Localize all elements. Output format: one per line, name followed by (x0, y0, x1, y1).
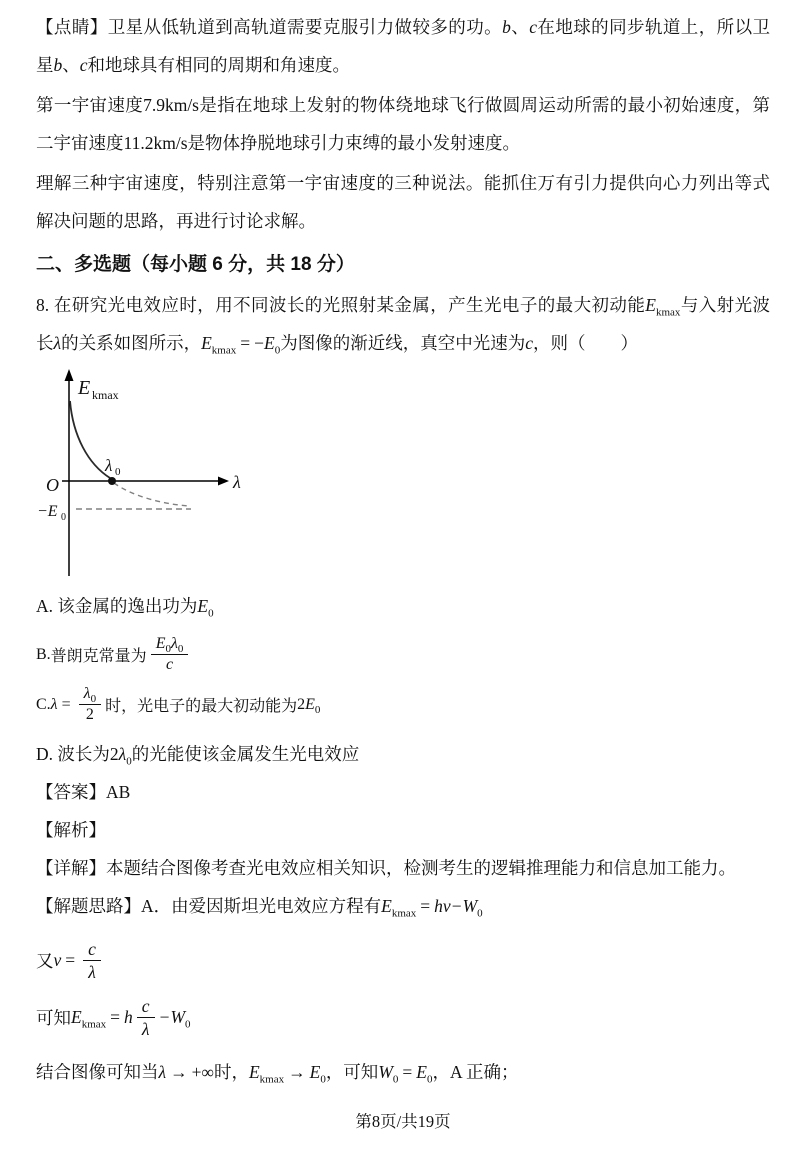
answer-line (36, 773, 770, 811)
var-E: E (645, 295, 656, 315)
graph-lambda0-label: λ (105, 456, 113, 475)
text-run: 的光能使该金属发生光电效应 (131, 743, 360, 764)
text-run: ，则（ ） (532, 333, 638, 353)
text-run: 该金属的逸出功为 (57, 596, 198, 616)
text-run: 的关系如图所示， (61, 333, 202, 353)
var-W: W (378, 1062, 393, 1083)
equation-ekmax (36, 996, 770, 1039)
threshold-point (108, 477, 116, 485)
subscript-kmax: kmax (259, 1073, 285, 1086)
xiangjie-line (36, 849, 770, 887)
page-footer: 第8页/共19页 (355, 1112, 451, 1132)
var-E: E (155, 635, 166, 652)
graph-asymptote-sub: 0 (61, 512, 66, 523)
formula-planck-fraction (151, 635, 189, 675)
graph-xlabel: λ (233, 472, 241, 492)
var-E: E (416, 1062, 427, 1083)
ekmax-lambda-graph (36, 368, 770, 585)
equals-sign: = (240, 333, 251, 353)
equals-sign: = (420, 895, 431, 916)
var-c: c (79, 55, 88, 75)
ekmax-curve-solid (70, 401, 113, 478)
text-run: 可知 (36, 1007, 71, 1028)
var-E: E (248, 1062, 260, 1083)
coefficient-2: 2 (297, 695, 306, 713)
text-run: 结合图像可知当 (36, 1062, 159, 1083)
text-run: 和地球具有相同的周期和角速度。 (87, 55, 351, 75)
paragraph-understand (36, 164, 770, 240)
option-label: C. (36, 695, 51, 713)
subscript-0: 0 (274, 344, 281, 357)
var-E: E (201, 333, 212, 353)
answer-value: AB (106, 781, 131, 802)
formula-w0 (378, 1062, 399, 1086)
formula-c-over-lambda (137, 996, 155, 1039)
var-c: c (529, 17, 537, 37)
text-run: 波长为 (57, 743, 110, 764)
conclusion-line (36, 1053, 770, 1091)
minus-sign: − (254, 333, 264, 353)
graph-origin-label: O (46, 475, 59, 495)
value-first-cosmic-speed: 7.9km/s (143, 95, 199, 115)
text-run: 度 (106, 133, 124, 153)
formula-2lambda0 (109, 743, 132, 768)
var-lambda: λ (83, 684, 91, 702)
formula-c-over-lambda (83, 939, 101, 982)
formula-2e0 (297, 696, 320, 714)
option-label: D. (36, 743, 58, 764)
var-lambda: λ (118, 743, 127, 764)
plus-infinity: +∞ (191, 1062, 214, 1083)
text-run: 时， (213, 1062, 249, 1083)
formula-e0 (197, 596, 214, 620)
var-E: E (71, 1006, 82, 1027)
option-d (36, 735, 770, 773)
option-b (36, 635, 770, 675)
text-run: 与入射光波长 (36, 295, 771, 353)
graph-ylabel-sub: kmax (92, 388, 119, 402)
option-a (36, 587, 770, 625)
var-E: E (381, 895, 392, 916)
text-run: 、 (62, 55, 80, 75)
var-E: E (309, 1062, 321, 1083)
equals-sign: = (402, 1062, 413, 1083)
graph-ylabel-E: E (78, 377, 91, 399)
option-label: A. (36, 596, 58, 616)
formula-ekmax (248, 1062, 285, 1086)
var-lambda: λ (158, 1062, 167, 1083)
subscript-kmax: kmax (81, 1018, 107, 1031)
equation-nu (36, 939, 770, 982)
section-title: 二、多选题（每小题 6 分，共 18 分） (36, 254, 355, 275)
subscript-kmax: kmax (655, 306, 681, 319)
coefficient-2: 2 (109, 743, 119, 764)
equals-sign: = (110, 1006, 121, 1027)
subscript-0: 0 (314, 703, 321, 716)
arrow-sign: → (288, 1062, 306, 1083)
subscript-0: 0 (208, 607, 214, 620)
equals-sign: = (61, 695, 71, 713)
formula-e0 (309, 1062, 326, 1086)
subscript-0: 0 (392, 1073, 399, 1086)
formula-ekmax (71, 1006, 107, 1031)
y-axis-arrow (65, 369, 74, 381)
xiangjie-label: 【详解】 (36, 857, 106, 878)
var-lambda: λ (50, 695, 58, 713)
graph-asymptote-label: −E (37, 503, 58, 520)
text-run: 第一宇宙速度 (36, 95, 144, 115)
var-c: c (525, 333, 533, 353)
fraction-numerator: c (83, 939, 101, 961)
var-lambda: λ (53, 333, 62, 353)
var-W: W (170, 1006, 186, 1027)
text-run: 在地球的同步轨道上，所以卫星 (36, 17, 771, 75)
var-E: E (264, 333, 275, 353)
question-number: 8. (36, 295, 54, 315)
fraction-numerator: c (137, 996, 155, 1018)
var-lambda: λ (170, 635, 178, 652)
formula-e0 (416, 1062, 433, 1086)
text-run: ，A 正确； (432, 1062, 519, 1083)
text-run: ，可知 (325, 1062, 379, 1083)
var-nu: ν (442, 895, 451, 916)
var-h: h (124, 1006, 133, 1027)
formula-w0 (170, 1006, 191, 1031)
var-b: b (53, 55, 63, 75)
text-run: 本题结合图像考查光电效应相关知识，检测考生的逻辑推理能力和信息加工能力。 (106, 857, 736, 878)
paragraph-dianjing (36, 8, 770, 84)
fraction-numerator (151, 635, 189, 655)
text-run: 是指在地球上发射的物体绕地球飞行做圆周运动所需的最小初始速度，第二宇宙速 (36, 95, 771, 153)
var-E: E (305, 695, 315, 713)
graph-lambda0-sub: 0 (115, 466, 121, 478)
var-E: E (197, 596, 209, 616)
subscript-0: 0 (177, 643, 184, 656)
subscript-0: 0 (165, 643, 171, 656)
subscript-0: 0 (477, 907, 483, 920)
subscript-kmax: kmax (211, 344, 237, 357)
var-h: h (434, 895, 443, 916)
subscript-kmax: kmax (391, 907, 417, 920)
silu-label: 【解题思路】 (36, 895, 141, 916)
fraction-denominator: 2 (85, 706, 94, 724)
var-W: W (462, 895, 478, 916)
answer-label: 【答案】 (36, 781, 106, 802)
fraction-denominator: c (165, 656, 174, 674)
var-nu: ν (53, 949, 62, 970)
silu-line (36, 887, 770, 925)
text-run: 时，光电子的最大初动能为 (105, 698, 298, 716)
formula-einstein (381, 895, 483, 920)
formula-ekmax (645, 295, 681, 319)
jiexi-line (36, 811, 770, 849)
option-c (36, 685, 770, 725)
subscript-0: 0 (426, 1073, 433, 1086)
text-run: 【点睛】卫星从低轨道到高轨道需要克服引力做较多的功。 (36, 17, 503, 37)
arrow-sign: → (170, 1062, 188, 1083)
text-run: 为图像的渐近线，真空中光速为 (280, 333, 526, 353)
value-second-cosmic-speed: 11.2km/s (123, 133, 188, 153)
ekmax-curve-dashed-extension (114, 483, 189, 506)
paragraph-cosmic-speed (36, 86, 770, 162)
text-run: 普朗克常量为 (50, 648, 147, 666)
fraction-numerator (79, 685, 101, 705)
text-run: 又 (36, 950, 54, 971)
fraction-denominator: λ (141, 1018, 150, 1039)
graph-svg (36, 368, 272, 580)
fraction-denominator: λ (88, 961, 96, 982)
x-axis-arrow (218, 477, 229, 486)
jiexi-label: 【解析】 (36, 819, 106, 840)
text-run: 理解三种宇宙速度，特别注意第一宇宙速度的三种说法。能抓住万有引力提供向心力列出等式解决问题的思路，再进行讨论求解。 (36, 173, 770, 231)
subscript-0: 0 (185, 1018, 191, 1031)
subscript-0: 0 (126, 755, 132, 768)
subscript-0: 0 (320, 1073, 326, 1086)
text-run: A．由爱因斯坦光电效应方程有 (141, 895, 382, 916)
text-run: 在研究光电效应时，用不同波长的光照射某金属，产生光电子的最大初动能 (53, 295, 646, 315)
formula-half-lambda0 (79, 685, 101, 725)
text-run: 是物体挣脱地球引力束缚的最小发射速度。 (187, 133, 521, 153)
equals-sign: = (65, 949, 76, 970)
minus-sign: − (451, 895, 462, 916)
question-8-stem (36, 286, 770, 362)
subscript-0: 0 (90, 692, 97, 705)
minus-sign: − (159, 1006, 170, 1027)
text-run: 、 (510, 17, 530, 37)
option-label: B. (36, 645, 51, 663)
var-b: b (502, 17, 511, 37)
formula-asymptote (201, 333, 281, 357)
